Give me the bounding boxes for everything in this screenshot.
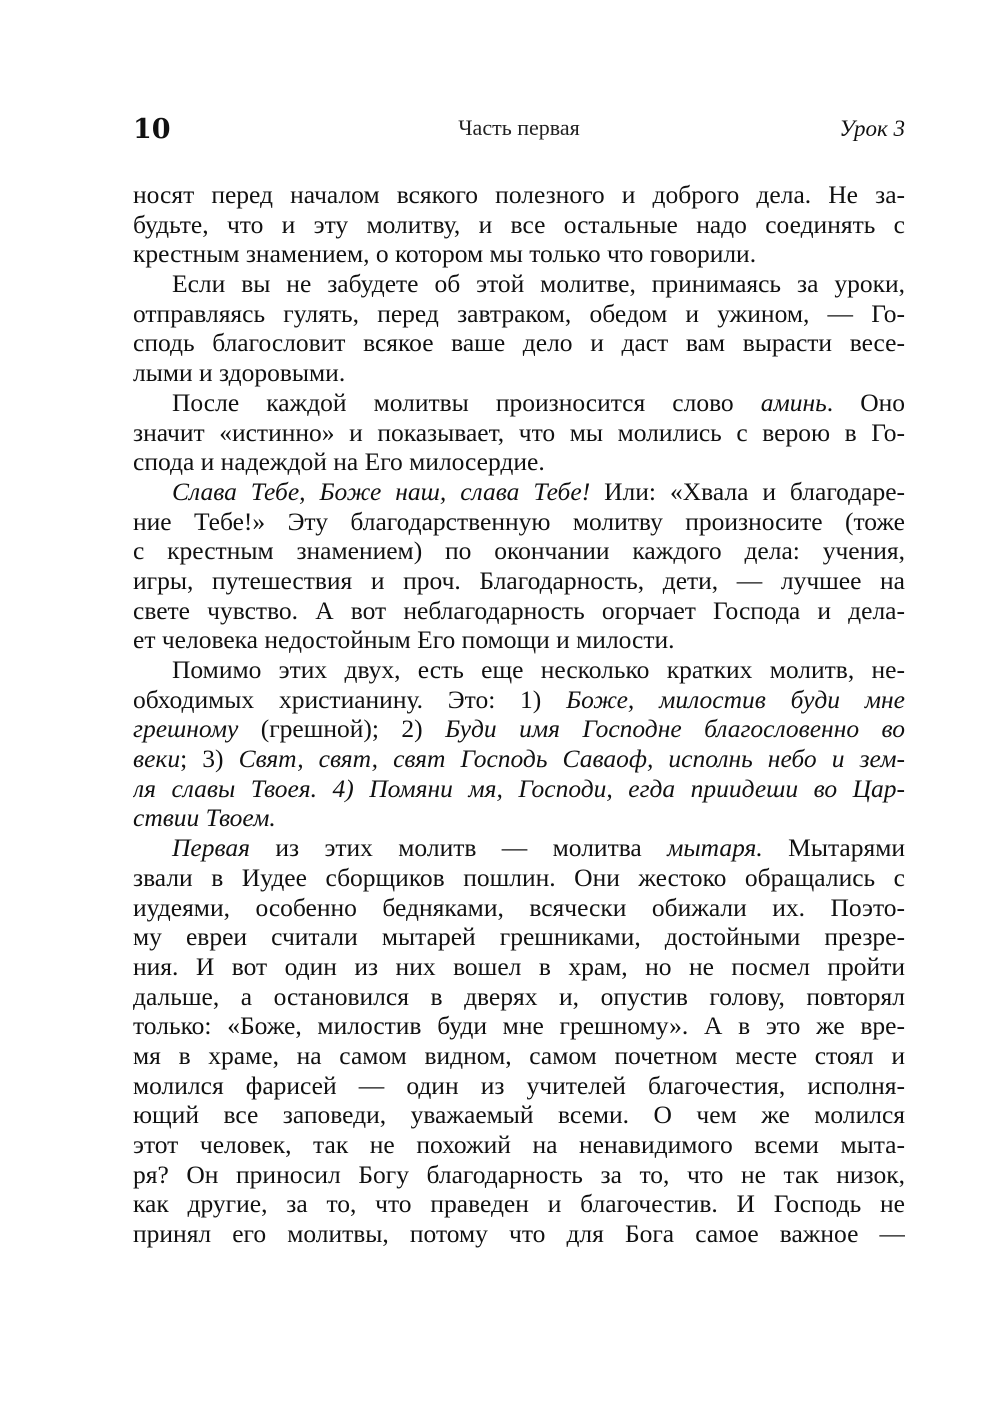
text-line xyxy=(133,833,905,863)
text-line xyxy=(133,774,905,804)
text-line xyxy=(133,536,905,566)
text-segment: мя в храме, на самом видном, самом почетном месте стоял и xyxy=(133,1040,905,1070)
text-line xyxy=(133,1130,905,1160)
text-line xyxy=(133,685,905,715)
text-line xyxy=(133,1011,905,1041)
text-line xyxy=(133,180,905,210)
italic-segment: аминь xyxy=(760,387,827,417)
text-segment: Мытарями xyxy=(762,833,905,863)
text-segment: Помимо этих двух, есть еще несколько кратких молитв, не- xyxy=(172,655,905,684)
page-number: 10 xyxy=(133,114,171,145)
text-segment: сподь благословит всякое ваше дело и даст вам вырасти весе- xyxy=(133,328,905,358)
text-segment: ; 3) xyxy=(180,744,239,774)
italic-segment: Свят, свят, свят Господь Саваоф, исполнь небо и зем- xyxy=(238,744,905,774)
italic-segment: Буди имя Господне благословенно во xyxy=(445,714,905,744)
text-line xyxy=(133,863,905,893)
italic-segment: Слава Тебе, Боже наш, слава Тебе! xyxy=(172,476,591,506)
text-segment: ря? Он приносил Богу благодарность за то, что не так низок, xyxy=(133,1159,905,1189)
lesson-label: Урок 3 xyxy=(839,116,905,141)
text-line xyxy=(133,596,905,626)
text-line xyxy=(133,418,905,448)
text-line xyxy=(133,625,905,655)
text-segment: будьте, что и эту молитву, и все остальные надо соединять с xyxy=(133,209,905,239)
italic-segment: Боже, милостив буди мне xyxy=(566,684,905,714)
page-header xyxy=(133,112,905,148)
text-segment: ющий все заповеди, уважаемый всеми. О чем же молился xyxy=(133,1100,905,1130)
text-segment: звали в Иудее сборщиков пошлин. Они жестоко обращались с xyxy=(133,862,905,892)
text-line xyxy=(133,239,905,269)
text-segment: После каждой молитвы произносится слово xyxy=(172,387,761,417)
text-segment: игры, путешествия и проч. Благодарность, дети, — лучшее на xyxy=(133,565,905,595)
text-line xyxy=(133,566,905,596)
text-segment: му евреи считали мытарей грешниками, достойными презре- xyxy=(133,922,905,952)
text-segment: как другие, за то, что праведен и благочестив. И Господь не xyxy=(133,1189,905,1219)
text-line xyxy=(133,328,905,358)
running-title: Часть первая xyxy=(458,115,580,140)
italic-segment: грешному xyxy=(133,714,239,744)
text-line xyxy=(133,1219,905,1249)
text-line xyxy=(133,210,905,240)
text-line xyxy=(133,358,905,388)
text-segment: принял его молитвы, потому что для Бога самое важное — xyxy=(133,1219,905,1249)
text-line xyxy=(133,388,905,418)
italic-segment: ствии Твоем. xyxy=(133,803,276,833)
text-line xyxy=(133,1100,905,1130)
text-line xyxy=(133,1189,905,1219)
text-segment: только: «Боже, милостив буди мне грешному». А в это же вре- xyxy=(133,1011,905,1041)
text-line xyxy=(133,477,905,507)
text-line xyxy=(133,803,905,833)
italic-segment: ля славы Твоея. 4) Помяни мя, Господи, егда приидеши во Цар- xyxy=(133,773,905,803)
body-text xyxy=(133,180,905,1249)
text-segment: ние Тебе!» Эту благодарственную молитву произносите (тоже xyxy=(133,506,905,536)
text-segment: с крестным знамением) по окончании каждого дела: учения, xyxy=(133,536,905,566)
text-segment: лыми и здоровыми. xyxy=(133,358,346,388)
text-segment: Или: «Хвала и благодаре- xyxy=(590,476,905,506)
text-line xyxy=(133,655,905,685)
text-segment: ет человека недостойным Его помощи и милости. xyxy=(133,625,675,655)
text-segment: значит «истинно» и показывает, что мы молились с верою в Го- xyxy=(133,417,905,447)
text-line xyxy=(133,893,905,923)
text-segment: . Оно xyxy=(826,387,905,417)
text-segment: крестным знамением, о котором мы только что говорили. xyxy=(133,239,757,269)
text-line xyxy=(133,714,905,744)
text-segment: молился фарисей — один из учителей благочестия, исполня- xyxy=(133,1070,905,1100)
italic-segment: веки xyxy=(133,744,181,774)
text-segment: иудеями, особенно бедняками, всячески обижали их. Поэто- xyxy=(133,892,905,922)
text-segment: из этих молитв — молитва xyxy=(249,833,668,863)
text-line xyxy=(133,269,905,299)
text-line xyxy=(133,1160,905,1190)
text-segment: дальше, а остановился в дверях и, опустив голову, повторял xyxy=(133,981,905,1011)
text-line xyxy=(133,922,905,952)
text-segment: (грешной); 2) xyxy=(238,714,446,744)
text-segment: обходимых христианину. Это: 1) xyxy=(133,684,567,714)
text-segment: носят перед началом всякого полезного и доброго дела. Не за- xyxy=(133,180,905,209)
text-segment: спода и надеждой на Его милосердие. xyxy=(133,447,545,477)
text-segment: Если вы не забудете об этой молитве, принимаясь за уроки, xyxy=(172,269,905,299)
text-line xyxy=(133,744,905,774)
text-segment: отправляясь гулять, перед завтраком, обедом и ужином, — Го- xyxy=(133,298,905,328)
text-line xyxy=(133,952,905,982)
text-segment: ния. И вот один из них вошел в храм, но не посмел пройти xyxy=(133,951,905,981)
text-segment: свете чувство. А вот неблагодарность огорчает Господа и дела- xyxy=(133,595,905,625)
text-line xyxy=(133,1071,905,1101)
text-line xyxy=(133,299,905,329)
italic-segment: мытаря. xyxy=(667,833,763,863)
text-line xyxy=(133,1041,905,1071)
text-segment: этот человек, так не похожий на ненавидимого всеми мыта- xyxy=(133,1130,905,1159)
text-line xyxy=(133,447,905,477)
italic-segment: Первая xyxy=(172,833,250,863)
text-line xyxy=(133,982,905,1012)
text-line xyxy=(133,507,905,537)
